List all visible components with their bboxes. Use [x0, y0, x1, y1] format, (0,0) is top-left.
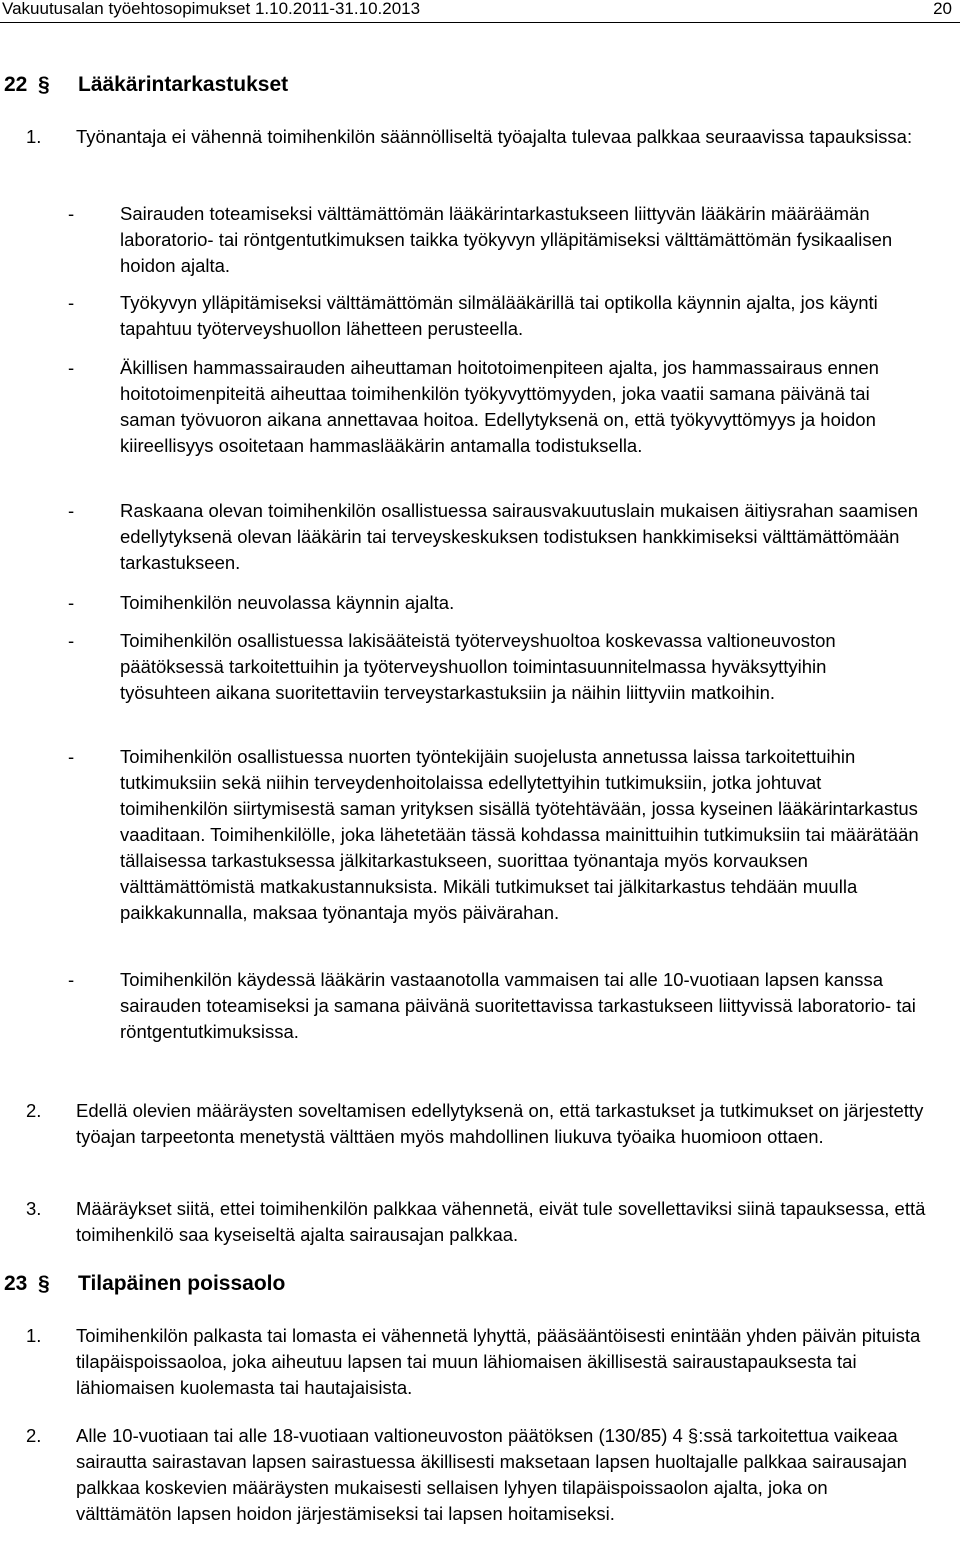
paragraph-text: Työnantaja ei vähennä toimihenkilön säännölliseltä työajalta tulevaa palkkaa seuraavissa tapauksissa:: [76, 126, 913, 147]
section-title: Tilapäinen poissaolo: [78, 1272, 286, 1295]
page-number: 20: [933, 0, 952, 18]
dash-marker: -: [68, 969, 75, 990]
paragraph-text: Määräykset siitä, ettei toimihenkilön palkkaa vähennetä, eivät tule sovellettaviksi siinä tapauksessa, että toimihenkilö saa kyseiseltä ajalta sairausajan palkkaa.: [76, 1198, 926, 1245]
paragraph-number: 3.: [26, 1198, 42, 1219]
paragraph-number: 2.: [26, 1100, 42, 1121]
section-sign: §: [38, 73, 50, 96]
section-sign: §: [38, 1272, 50, 1295]
list-item-text: Toimihenkilön osallistuessa nuorten työntekijäin suojelusta annetussa laissa tarkoitettuihin tutkimuksiin sekä niihin terveydenhoitolaissa edellytettyihin tutkimuksiin, jotka johtuvat toimihenkilön siirtymisestä saman yrityksen sisällä työtehtävään, jossa kyseinen lääkärintarkastus vaaditaan. Toimihenkilölle, joka lähetetään tässä kohdassa mainittuihin tutkimuksiin tai määrätään tällaisessa tarkastuksessa jälkitarkastukseen, suorittaa työnantaja myös korvauksen välttämättömistä matkakustannuksista. Mikäli tutkimukset tai jälkitarkastus tehdään muulla paikkakunnalla, maksaa työnantaja myös päivärahan.: [120, 746, 919, 923]
list-item-text: Raskaana olevan toimihenkilön osallistuessa sairausvakuutuslain mukaisen äitiysrahan saamisen edellytyksenä olevan lääkärin tai terveyskeskuksen todistuksen hankkimiseksi välttämättömään tarkastukseen.: [120, 500, 918, 573]
dash-marker: -: [68, 500, 75, 521]
dash-marker: -: [68, 357, 75, 378]
dash-marker: -: [68, 746, 75, 767]
list-item-text: Sairauden toteamiseksi välttämättömän lääkärintarkastukseen liittyvän lääkärin määräämän laboratorio- tai röntgentutkimuksen taikka työkyvyn ylläpitämiseksi välttämättömän fysikaalisen hoidon ajalta.: [120, 203, 893, 276]
section-number: 22: [4, 73, 28, 96]
list-item-text: Toimihenkilön osallistuessa lakisääteistä työterveyshuoltoa koskevassa valtioneuvoston päätöksessä tarkoitettuihin ja työterveyshuollon toimintasuunnitelmassa hyväksyttyihin työsuhteen aikana suoritettaviin terveystarkastuksiin ja näihin liittyviin matkoihin.: [120, 630, 836, 703]
list-item-text: Toimihenkilön neuvolassa käynnin ajalta.: [120, 592, 455, 613]
paragraph-text: Alle 10-vuotiaan tai alle 18-vuotiaan valtioneuvoston päätöksen (130/85) 4 §:ssä tarkoitettua vaikeaa sairautta sairastavan lapsen sairastuessa äkillisesti maksetaan lapsen huoltajalle palkkaa sairausajan palkkaa koskevien määräysten mukaisesti sellaisen lyhyen tilapäispoissaolon ajalta, joka on välttämätön lapsen hoidon järjestämiseksi tai lapsen hoitamiseksi.: [76, 1425, 907, 1524]
dash-marker: -: [68, 292, 75, 313]
list-item-text: Äkillisen hammassairauden aiheuttaman hoitotoimenpiteen ajalta, jos hammassairaus ennen hoitotoimenpiteitä aiheuttaa toimihenkilön työkyvyttömyyden, joka vaatii samana päivänä tai saman työvuoron aikana annettavaa hoitoa. Edellytyksenä on, että työkyvyttömyys ja hoidon kiireellisyys osoitetaan hammaslääkärin antamalla todistuksella.: [120, 357, 879, 456]
list-item-text: Työkyvyn ylläpitämiseksi välttämättömän silmälääkärillä tai optikolla käynnin ajalta, jos käynti tapahtuu työterveyshuollon lähetteen perusteella.: [120, 292, 878, 339]
section-number: 23: [4, 1272, 28, 1295]
paragraph-text: Toimihenkilön palkasta tai lomasta ei vähennetä lyhyttä, pääsääntöisesti enintään yhden päivän pituista tilapäispoissaoloa, joka aiheutuu lapsen tai muun lähiomaisen äkillisestä sairaustapauksesta tai lähiomaisen kuolemasta tai hautajaisista.: [76, 1325, 921, 1398]
paragraph-number: 1.: [26, 126, 42, 147]
paragraph-number: 1.: [26, 1325, 42, 1346]
section-title: Lääkärintarkastukset: [78, 73, 289, 96]
list-item-text: Toimihenkilön käydessä lääkärin vastaanotolla vammaisen tai alle 10-vuotiaan lapsen kanssa sairauden toteamiseksi ja samana päivänä suoritettavissa tarkastukseen liittyvissä laboratorio- tai röntgentutkimuksissa.: [120, 969, 916, 1042]
paragraph-text: Edellä olevien määräysten soveltamisen edellytyksenä on, että tarkastukset ja tutkimukset on järjestetty työajan tarpeetonta menetystä välttäen myös mahdollinen liukuva työaika huomioon ottaen.: [76, 1100, 924, 1147]
page-header: [0, 0, 960, 23]
dash-marker: -: [68, 203, 75, 224]
document-title: Vakuutusalan työehtosopimukset 1.10.2011-31.10.2013: [2, 0, 421, 18]
dash-marker: -: [68, 630, 75, 651]
dash-marker: -: [68, 592, 75, 613]
paragraph-number: 2.: [26, 1425, 42, 1446]
